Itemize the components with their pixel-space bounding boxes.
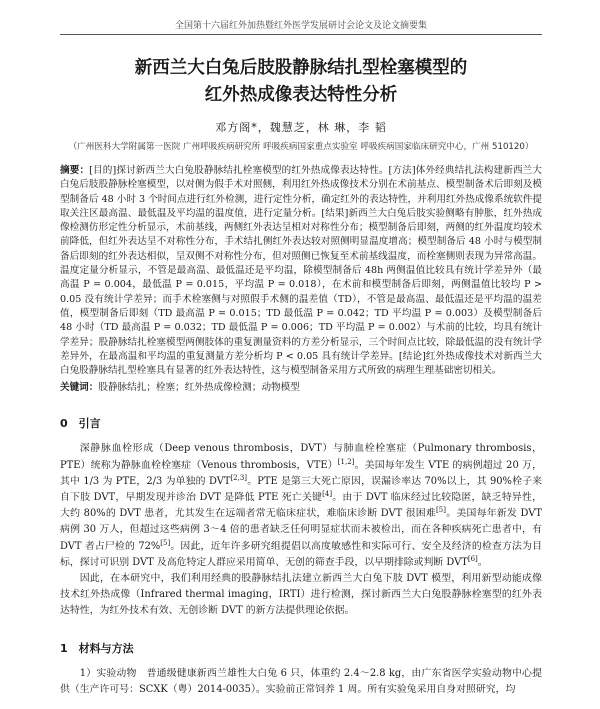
abstract <box>60 164 542 378</box>
methods-paragraph-1: 1）实验动物 普通级健康新西兰雄性大白兔 6 只，体重约 2.4～2.8 kg，由广东省医学实验动物中心提供（生产许可号：SCXK（粤）2014-0035）。实验前正常饲养 1 周。所有实验兔采用自身对照研究，均 <box>60 667 542 695</box>
running-header: 全国第十六届红外加热暨红外医学发展研讨会论文及论文摘要集 <box>60 0 542 35</box>
citation-marker: [5] <box>160 538 171 547</box>
citation-marker: [4] <box>322 490 333 499</box>
citation-marker: [6] <box>467 554 478 563</box>
abstract-text: [目的]探讨新西兰大白兔股静脉结扎栓塞模型的红外热成像表达特性。[方法]体外经典结扎法构建新西兰大白兔后肢股静脉栓塞模型，以对侧为假手术对照侧，利用红外热成像技术分别在术前基点、模型制备术后即刻及模型制备后 48 小时 3 个时间点进行红外检测，进行定性分析，确定红外的表达特性，并利用红外热成像系统软件提取关注区最高温、最低温及平均温的温度值，进行定量分析。[结果]新西兰大白兔后肢实验侧略有肿胀，红外热成像检测仿形定性分析显示，术前基线，两侧红外表达呈相对对称性分布；模型制备后即刻，两侧的红外温度均较术前降低，但红外表达呈不对称性分布，手术结扎侧红外表达较对照侧明显温度增高；模型制备后 48 小时与模型制备后即刻的红外表达相似，呈双侧不对称性分布，但对照侧已恢复至术前基线温度，而栓塞侧则表现为异常高温。温度定量分析显示，不管是最高温、最低温还是平均温，除模型制备后 48h 两侧温值比较具有统计学差异外（最高温 P = 0.004，最低温 P = 0.015，平均温 P = 0.018），在术前和模型制备后即刻，两侧温值比较均 P > 0.05 没有统计学差异；而手术栓塞侧与对照假手术侧的温差值（TD），不管是最高温、最低温还是平均温的温差值，模型制备后即刻（TD 最高温 P = 0.015；TD 最低温 P = 0.042；TD 平均温 P = 0.003）及模型制备后 48 小时（TD 最高温 P = 0.032；TD 最低温 P = 0.006；TD 平均温 P = 0.002）与术前的比较，均具有统计学差异；股静脉结扎栓塞模型两侧肢体的重复测量资料的方差分析显示，三个时间点比较，除最低温的没有统计学差异外，在最高温和平均温的重复测量方差分析均 P < 0.05 具有统计学差异。[结论]红外热成像技术对新西兰大白兔股静脉结扎型栓塞具有显著的红外表达特性，这与模型制备采用方式所致的病理生理基础密切相关。 <box>60 165 542 377</box>
intro-paragraph-1: 深静脉血栓形成（Deep venous thrombosis，DVT）与肺血栓栓塞症（Pulmonary thrombosis，PTE）统称为静脉血栓栓塞症（Venous thrombosis，VTE）[1,2]。美国每年发生 VTE 的病例超过 20 万，其中 1/3 为 PTE，2/3 为单独的 DVT[2,3]。PTE 是第三大死亡原因，误漏诊率达 70%以上，其 90%栓子来自下肢 DVT，早期发现并诊治 DVT 是降低 PTE 死亡关键[4]。由于 DVT 临床经过比较隐匿，缺乏特异性，大约 80%的 DVT 患者，尤其发生在远端者常无临床症状，难临床诊断 DVT 很困难[5]。美国每年新发 DVT 病例 30 万人，但超过这些病例 3～4 倍的患者缺乏任何明显症状而未被检出，而在各种疾病死亡患者中，有 DVT 者占尸检的 72%[5]。因此，近年许多研究组提倡以高度敏感性和实际可行、安全及经济的检查方法为目标，探讨可识别 DVT 及高危特定人群应采用简单、无创的筛查手段，以早期排除或判断 DVT[6]。 <box>60 443 542 568</box>
keywords-text: 股静脉结扎；栓塞；红外热成像检测；动物模型 <box>98 382 300 394</box>
citation-marker: [1,2] <box>337 457 355 466</box>
section-heading-introduction: 0 引言 <box>60 417 101 431</box>
abstract-label: 摘要： <box>60 165 90 176</box>
intro-paragraph-2: 因此，在本研究中，我们利用经典的股静脉结扎法建立新西兰大白兔下肢 DVT 模型，利用新型动能成像技术红外热成像（Infrared thermal imaging，IRTI）进行检测，探讨新西兰大白兔股静脉栓塞型的红外表达特性，为红外技术有效、无创诊断 DVT 的新方法提供理论依据。 <box>60 573 542 617</box>
keywords-label: 关键词： <box>60 382 99 394</box>
authors: 邓方阁*，魏慧芝，林 琳，李 韬 <box>215 121 387 134</box>
title-line-2: 红外热成像表达特性分析 <box>204 85 398 105</box>
affiliation: （广州医科大学附属第一医院 广州呼吸疾病研究所 呼吸疾病国家重点实验室 呼吸疾病国家临床研究中心，广州 510120） <box>68 142 534 152</box>
section-heading-materials-methods: 1 材料与方法 <box>60 641 134 655</box>
title-line-1: 新西兰大白兔后肢股静脉结扎型栓塞模型的 <box>134 58 468 78</box>
citation-marker: [2,3] <box>230 473 248 482</box>
article-title <box>60 55 542 109</box>
keywords <box>60 381 542 395</box>
citation-marker: [5] <box>436 506 446 515</box>
